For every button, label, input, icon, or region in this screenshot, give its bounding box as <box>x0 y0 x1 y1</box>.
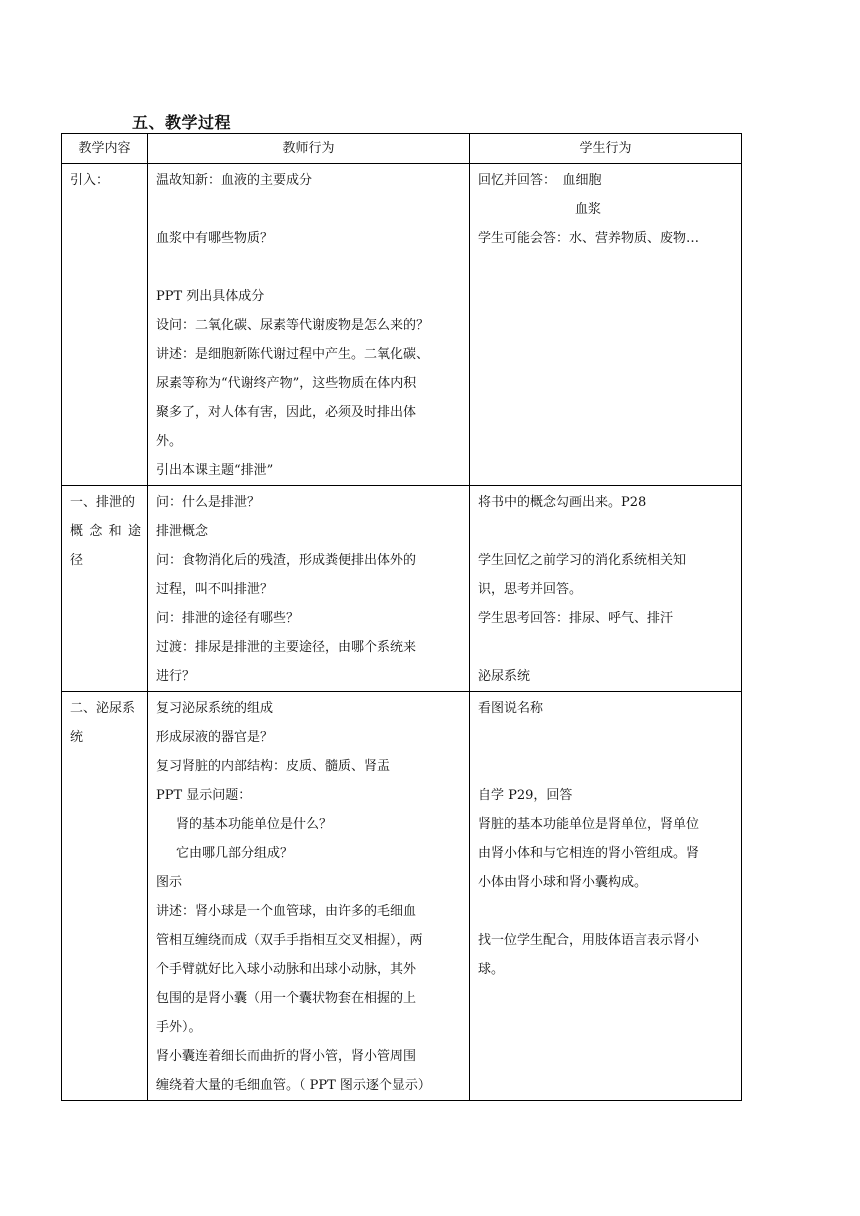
column-header-student: 学生行为 <box>470 134 742 164</box>
teacher-line: 过程，叫不叫排泄？ <box>156 582 274 597</box>
table-header-row <box>62 134 742 164</box>
teacher-line: 包围的是肾小囊（用一个囊状物套在相握的上 <box>156 991 417 1006</box>
student-line <box>478 633 735 662</box>
student-line: 找一位学生配合，用肢体语言表示肾小 <box>478 933 700 948</box>
student-line: 由肾小体和与它相连的肾小管组成。肾 <box>478 846 700 861</box>
teacher-cell <box>148 486 470 692</box>
teacher-line: 图示 <box>156 875 183 890</box>
teacher-line: 进行？ <box>156 669 196 684</box>
teacher-line: PPT 列出具体成分 <box>156 289 265 304</box>
teacher-line: 引出本课主题“排泄” <box>156 463 274 478</box>
student-line: 学生可能会答：水、营养物质、废物… <box>478 231 700 246</box>
content-cell <box>62 486 148 692</box>
teacher-line: 讲述：肾小球是一个血管球，由许多的毛细血 <box>156 904 417 919</box>
table-row <box>62 486 742 692</box>
teacher-cell <box>148 692 470 1101</box>
teacher-line: 它由哪几部分组成？ <box>176 846 294 861</box>
column-header-teacher: 教师行为 <box>148 134 470 164</box>
teacher-line: 尿素等称为“代谢终产物”，这些物质在体内积 <box>156 376 417 391</box>
student-line: 血浆 <box>575 202 602 217</box>
student-line: 球。 <box>478 962 505 977</box>
teacher-line: 排泄概念 <box>156 524 209 539</box>
teacher-line: 血浆中有哪些物质？ <box>156 231 274 246</box>
student-line <box>478 723 735 752</box>
student-line: 学生回忆之前学习的消化系统相关知 <box>478 553 687 568</box>
table-row <box>62 164 742 486</box>
teacher-line: 讲述：是细胞新陈代谢过程中产生。二氧化碳、 <box>156 347 430 362</box>
teacher-line: 问：食物消化后的残渣，形成粪便排出体外的 <box>156 553 417 568</box>
student-line <box>478 517 735 546</box>
student-line: 泌尿系统 <box>478 669 531 684</box>
teacher-line: 问：排泄的途径有哪些？ <box>156 611 300 626</box>
student-line: 自学 P29，回答 <box>478 788 573 803</box>
teacher-line: 个手臂就好比入球小动脉和出球小动脉，其外 <box>156 962 417 977</box>
student-line: 看图说名称 <box>478 701 544 716</box>
student-cell <box>470 486 742 692</box>
teacher-line: 形成尿液的器官是？ <box>156 730 274 745</box>
teaching-process-table <box>61 133 742 1101</box>
teacher-cell <box>148 164 470 486</box>
student-line: 回忆并回答： 血细胞 <box>478 173 602 188</box>
teacher-line: 管相互缠绕而成（双手手指相互交叉相握），两 <box>156 933 423 948</box>
content-text: 径 <box>70 553 84 568</box>
teacher-line: 肾的基本功能单位是什么？ <box>176 817 333 832</box>
section-heading: 五、教学过程 <box>132 113 232 132</box>
content-cell <box>62 164 148 486</box>
content-text: 二、泌尿系 <box>70 701 136 716</box>
content-text: 概念和途 <box>70 524 141 539</box>
teacher-line: 聚多了，对人体有害，因此，必须及时排出体 <box>156 405 417 420</box>
teacher-line <box>156 195 463 224</box>
teacher-line: 温故知新：血液的主要成分 <box>156 173 313 188</box>
teacher-line: PPT 显示问题： <box>156 788 252 803</box>
teacher-line <box>156 253 463 282</box>
student-cell <box>470 164 742 486</box>
teacher-line: 外。 <box>156 434 183 449</box>
student-line <box>478 752 735 781</box>
teacher-line: 肾小囊连着细长而曲折的肾小管，肾小管周围 <box>156 1049 417 1064</box>
table-row <box>62 692 742 1101</box>
teacher-line: 问：什么是排泄？ <box>156 495 261 510</box>
teacher-line: 复习泌尿系统的组成 <box>156 701 274 716</box>
content-cell <box>62 692 148 1101</box>
content-text: 统 <box>70 730 84 745</box>
teacher-line: 过渡：排尿是排泄的主要途径，由哪个系统来 <box>156 640 417 655</box>
student-cell <box>470 692 742 1101</box>
student-line: 将书中的概念勾画出来。P28 <box>478 495 647 510</box>
teacher-line: 缠绕着大量的毛细血管。（ PPT 图示逐个显示） <box>156 1078 431 1093</box>
student-line: 识，思考并回答。 <box>478 582 583 597</box>
column-header-content: 教学内容 <box>62 134 148 164</box>
student-line: 小体由肾小球和肾小囊构成。 <box>478 875 648 890</box>
teacher-line: 手外）。 <box>156 1020 202 1035</box>
teacher-line: 复习肾脏的内部结构：皮质、髓质、肾盂 <box>156 759 391 774</box>
teacher-line: 设问：二氧化碳、尿素等代谢废物是怎么来的？ <box>156 318 430 333</box>
content-text: 一、排泄的 <box>70 495 136 510</box>
student-line: 肾脏的基本功能单位是肾单位，肾单位 <box>478 817 700 832</box>
student-line: 学生思考回答：排尿、呼气、排汗 <box>478 611 674 626</box>
student-line <box>478 897 735 926</box>
content-text: 引入： <box>70 173 110 188</box>
